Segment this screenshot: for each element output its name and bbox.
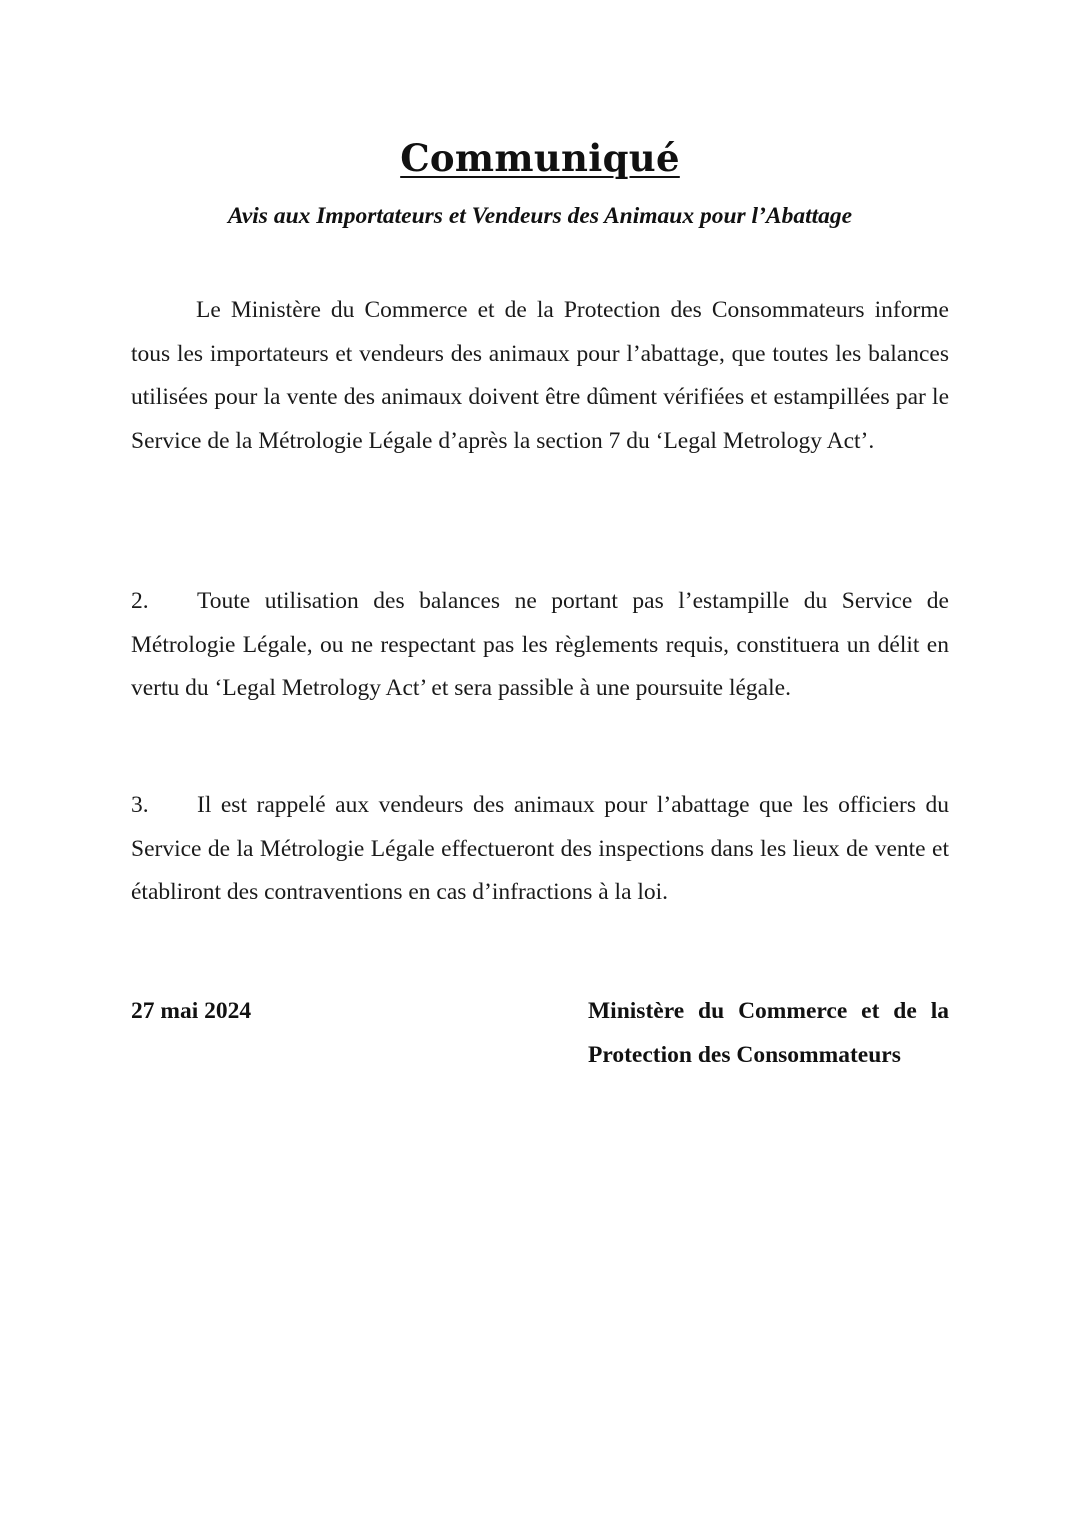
signature-line-2: Protection des Consommateurs xyxy=(588,1041,901,1068)
paragraph-1: Le Ministère du Commerce et de la Protection des Consommateurs informe tous les importateurs et vendeurs des animaux pour l’abattage, que toutes les balances utilisées pour la vente des animaux doivent être dûment vérifiées et estampillées par le Service de la Métrologie Légale d’après la section 7 du ‘Legal Metrology Act’. xyxy=(131,297,949,454)
paragraph-3 xyxy=(131,784,949,915)
signature-block xyxy=(588,990,949,1077)
signature-line-1: Ministère du Commerce et de la xyxy=(588,998,949,1024)
document-title: Communiqué xyxy=(400,136,680,180)
paragraph-3-number: 3. xyxy=(131,792,149,818)
paragraph-2-text: Toute utilisation des balances ne portant pas l’estampille du Service de Métrologie Légale, ou ne respectant pas les règlements requis, constituera un délit en vertu du ‘Legal Metrology Act’ et sera passible à une poursuite légale. xyxy=(131,588,949,701)
document-date: 27 mai 2024 xyxy=(131,998,252,1024)
paragraph-3-text: Il est rappelé aux vendeurs des animaux pour l’abattage que les officiers du Service de la Métrologie Légale effectueront des inspections dans les lieux de vente et établiront des contraventions en cas d’infractions à la loi. xyxy=(131,792,949,905)
paragraph-2-number: 2. xyxy=(131,588,149,614)
paragraph-2 xyxy=(131,580,949,711)
document-subtitle: Avis aux Importateurs et Vendeurs des Animaux pour l’Abattage xyxy=(227,203,853,229)
